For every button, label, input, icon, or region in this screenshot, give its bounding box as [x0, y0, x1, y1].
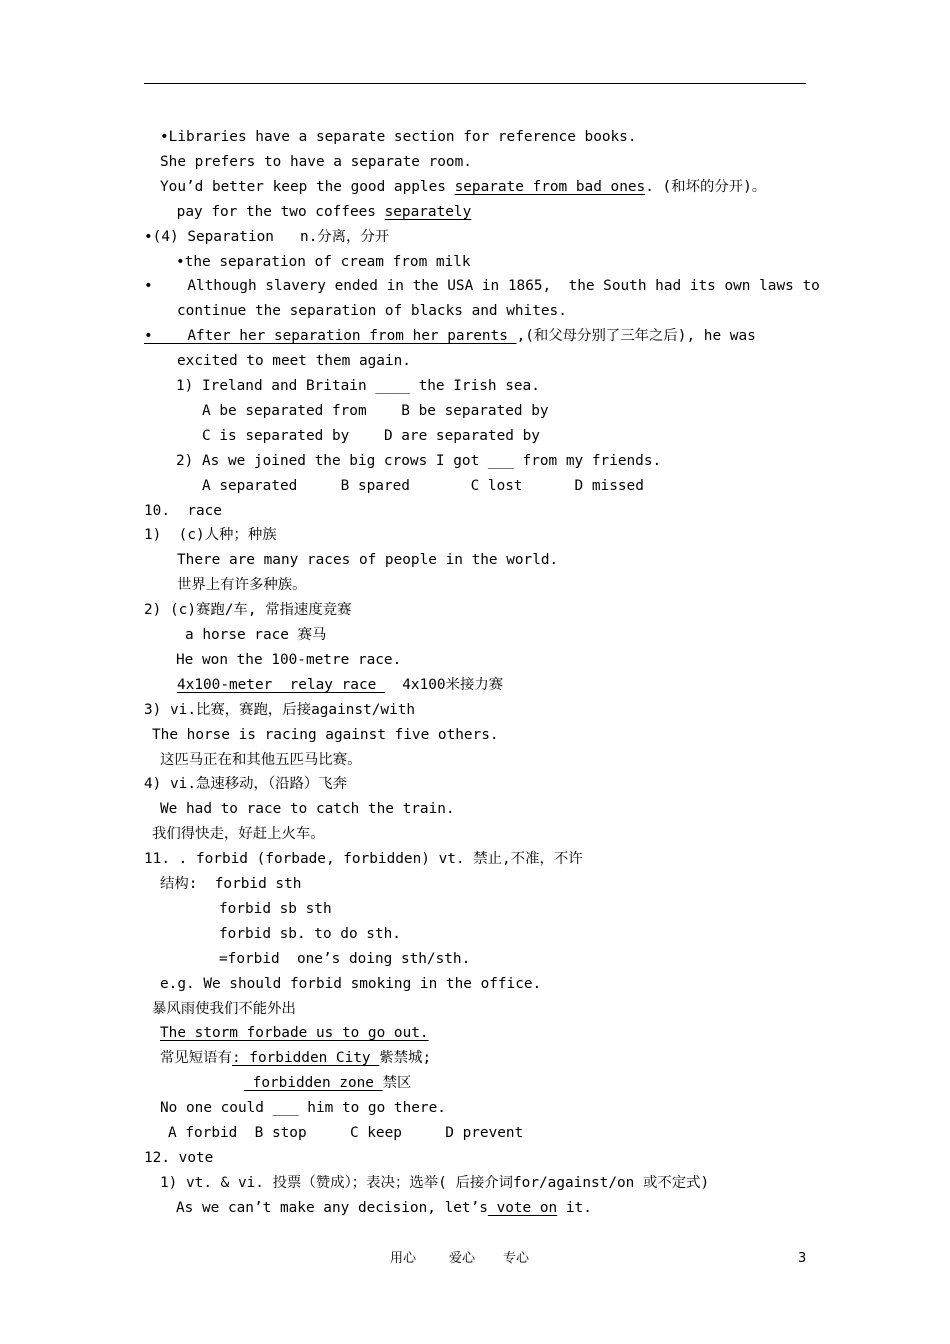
- text-line: [144, 525, 277, 545]
- text-segment: 2) (c)赛跑/车, 常指速度竞赛: [144, 602, 352, 619]
- text-line: [219, 949, 470, 969]
- text-segment: continue the separation of blacks and whites.: [177, 303, 567, 320]
- footer-motto-1: 用心: [390, 1251, 417, 1266]
- text-line: [144, 1148, 213, 1168]
- text-segment: •the separation of cream from milk: [176, 253, 471, 270]
- footer-motto-3: 专心: [503, 1251, 530, 1266]
- text-line: [244, 1073, 411, 1093]
- text-line: [176, 451, 661, 471]
- text-line: [152, 725, 499, 745]
- text-segment: 暴风雨使我们不能外出: [152, 1000, 296, 1017]
- text-segment: . (和坏的分开)。: [645, 178, 767, 195]
- text-line: [144, 700, 415, 720]
- text-segment: it.: [557, 1199, 592, 1216]
- text-segment: He won the 100-metre race.: [176, 651, 402, 668]
- text-line: [160, 750, 361, 770]
- text-line: [177, 675, 503, 695]
- text-line: [219, 924, 401, 944]
- text-line: [202, 426, 540, 446]
- text-segment: 4x100米接力赛: [384, 676, 504, 693]
- text-segment: 紫禁城;: [379, 1050, 432, 1067]
- text-segment: 禁区: [382, 1075, 412, 1092]
- text-segment: As we can’t make any decision, let’s: [176, 1199, 488, 1216]
- text-line: [176, 252, 471, 272]
- text-segment: 2) As we joined the big crows I got ___ from my friends.: [176, 452, 662, 469]
- underlined-text: The storm forbade us to go out.: [160, 1025, 429, 1042]
- text-line: [177, 301, 567, 321]
- text-segment: e.g. We should forbid smoking in the office.: [160, 975, 542, 992]
- text-segment: 结构: forbid sth: [160, 876, 302, 892]
- text-line: [160, 799, 455, 819]
- text-line: [177, 575, 307, 595]
- text-segment: =forbid one’s doing sth/sth.: [219, 950, 471, 967]
- text-segment: 3) vi.比赛，赛跑，后接against/with: [144, 701, 416, 718]
- text-segment: forbid sb sth: [219, 900, 332, 917]
- page-footer: [0, 1249, 950, 1269]
- text-segment: A be separated from B be separated by: [202, 402, 549, 419]
- underlined-text: vote on: [487, 1199, 558, 1216]
- text-line: [202, 401, 549, 421]
- text-line: [144, 227, 389, 247]
- text-segment: excited to meet them again.: [177, 353, 411, 370]
- text-line: [168, 1123, 523, 1143]
- underlined-text: • After her separation from her parents: [144, 328, 517, 345]
- text-segment: 世界上有许多种族。: [177, 577, 307, 594]
- text-line: [160, 127, 637, 147]
- text-line: [185, 625, 326, 645]
- text-segment: pay for the two coffees: [168, 203, 385, 220]
- header-rule: [144, 83, 806, 84]
- underlined-text: forbidden zone: [244, 1075, 383, 1092]
- text-segment: A separated B spared C lost D missed: [202, 477, 644, 494]
- text-line: [144, 600, 352, 620]
- text-segment: 这匹马正在和其他五匹马比赛。: [160, 751, 362, 768]
- text-segment: 12. vote: [144, 1149, 214, 1166]
- text-segment: We had to race to catch the train.: [160, 801, 455, 818]
- text-segment: • Although slavery ended in the USA in 1865, the South had its own laws to: [144, 278, 820, 295]
- text-segment: ,(和父母分别了三年之后), he was: [516, 328, 756, 345]
- text-segment: 1) (c)人种；种族: [144, 527, 277, 544]
- text-segment: •(4) Separation n.分离，分开: [144, 228, 390, 245]
- underlined-text: : forbidden City: [231, 1050, 380, 1067]
- text-line: [176, 376, 540, 396]
- text-line: [176, 650, 401, 670]
- text-segment: 10. race: [144, 502, 222, 519]
- text-segment: 我们得快走，好赶上火车。: [152, 826, 325, 843]
- text-line: [160, 874, 301, 894]
- underlined-text: separately: [384, 203, 472, 220]
- text-line: [160, 1098, 446, 1118]
- text-segment: a horse race 赛马: [185, 627, 327, 643]
- text-line: [219, 899, 332, 919]
- text-line: [160, 1023, 429, 1043]
- text-line: [152, 824, 325, 844]
- text-line: [152, 999, 296, 1019]
- text-segment: 1) vt. & vi. 投票（赞成）；表决；选举( 后接介词for/against/on 或不定式): [160, 1174, 710, 1191]
- text-segment: forbid sb. to do sth.: [219, 925, 401, 942]
- underlined-text: 4x100-meter relay race: [177, 676, 385, 693]
- text-segment: No one could ___ him to go there.: [160, 1100, 446, 1117]
- text-line: [176, 1198, 592, 1218]
- text-line: [177, 351, 411, 371]
- text-segment: 11. . forbid (forbade, forbidden) vt. 禁止,不准，不许: [144, 851, 583, 868]
- footer-motto-2: 爱心: [449, 1251, 476, 1266]
- text-line: [144, 276, 820, 296]
- page-number: 3: [798, 1251, 807, 1266]
- text-segment: She prefers to have a separate room.: [160, 153, 472, 170]
- text-line: [160, 177, 766, 197]
- text-segment: There are many races of people in the world.: [177, 552, 559, 569]
- text-line: [144, 501, 222, 521]
- text-segment: The horse is racing against five others.: [152, 726, 499, 743]
- text-segment: •Libraries have a separate section for reference books.: [160, 129, 637, 145]
- text-line: [144, 774, 347, 794]
- text-segment: C is separated by D are separated by: [202, 427, 540, 444]
- text-segment: You’d better keep the good apples: [160, 178, 455, 195]
- text-segment: 常见短语有: [160, 1050, 232, 1067]
- text-line: [160, 1048, 431, 1068]
- text-line: [144, 326, 756, 346]
- text-line: [160, 974, 541, 994]
- text-line: [168, 202, 471, 222]
- text-line: [144, 849, 583, 869]
- text-line: [177, 550, 558, 570]
- text-line: [202, 476, 644, 496]
- text-segment: 1) Ireland and Britain ____ the Irish sea.: [176, 378, 540, 394]
- underlined-text: separate from bad ones: [454, 178, 646, 195]
- text-segment: A forbid B stop C keep D prevent: [168, 1125, 524, 1141]
- text-segment: 4) vi.急速移动，（沿路）飞奔: [144, 776, 348, 793]
- text-line: [160, 1173, 709, 1193]
- text-line: [160, 152, 472, 172]
